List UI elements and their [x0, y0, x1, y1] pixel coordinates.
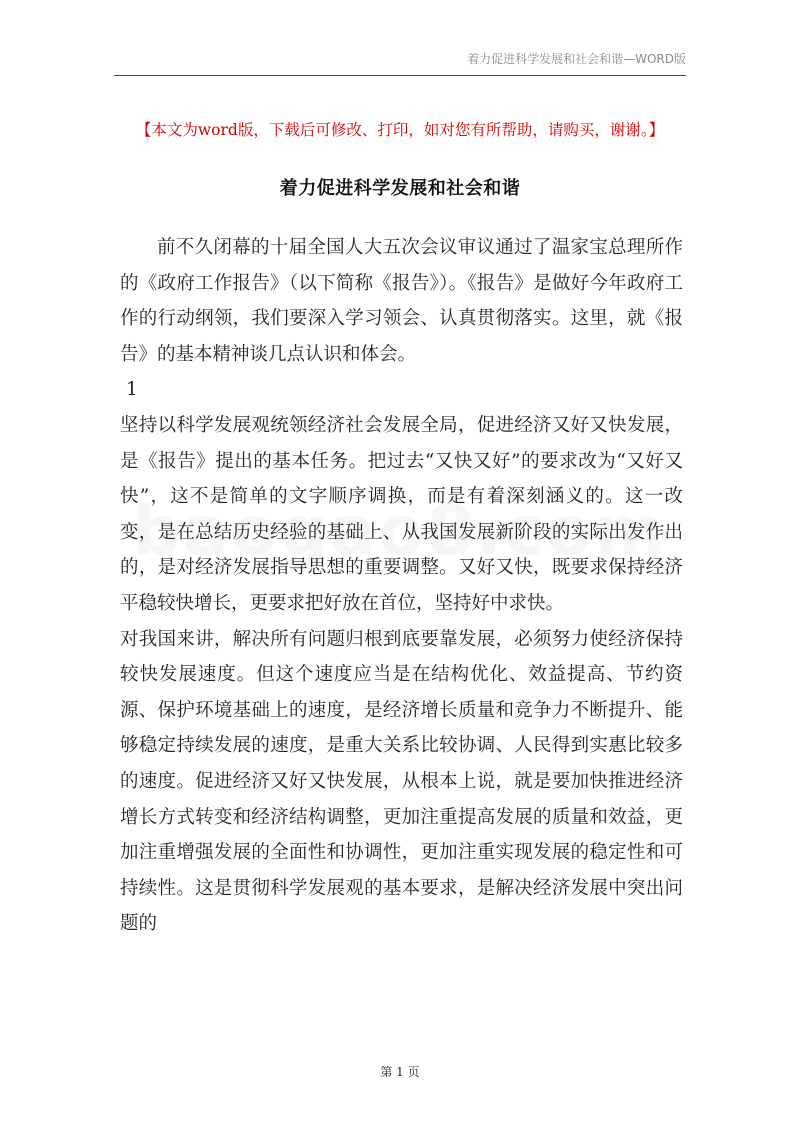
paragraph-1: 坚持以科学发展观统领经济社会发展全局，促进经济又好又快发展，是《报告》提出的基本任务。把过去“又快又好”的要求改为“又好又快”，这不是简单的文字顺序调换，而是有着深刻涵义的。这一改变，是在总结历史经验的基础上、从我国发展新阶段的实际出发作出的，是对经济发展指导思想的重要调整。又好又快，既要求保持经济平稳较快增长，更要求把好放在首位，坚持好中求快。	[120, 414, 683, 614]
paragraph-2: 对我国来讲，解决所有问题归根到底要靠发展，必须努力使经济保持较快发展速度。但这个速度应当是在结构优化、效益提高、节约资源、保护环境基础上的速度，是经济增长质量和竞争力不断提升、能够稳定持续发展的速度，是重大关系比较协调、人民得到实惠比较多的速度。促进经济又好又快发展，从根本上说，就是要加快推进经济增长方式转变和经济结构调整，更加注重提高发展的质量和效益，更加注重增强发展的全面性和协调性，更加注重实现发展的稳定性和可持续性。这是贯彻科学发展观的基本要求，是解决经济发展中突出问题的	[120, 628, 683, 935]
paragraph-intro: 前不久闭幕的十届全国人大五次会议审议通过了温家宝总理所作的《政府工作报告》（以下简称《报告》）。《报告》是做好今年政府工作的行动纲领，我们要深入学习领会、认真贯彻落实。这里，就《报告》的基本精神谈几点认识和体会。	[120, 237, 683, 365]
download-notice: 【本文为word版，下载后可修改、打印，如对您有所帮助，请购买，谢谢。】	[135, 121, 665, 139]
document-body	[120, 230, 683, 942]
page-title: 着力促进科学发展和社会和谐	[279, 178, 521, 199]
page-number: 第 1 页	[380, 1065, 420, 1079]
header-divider	[114, 75, 686, 76]
running-header: 着力促进科学发展和社会和谐—WORD版	[467, 52, 686, 66]
section-number: 1	[126, 379, 138, 401]
